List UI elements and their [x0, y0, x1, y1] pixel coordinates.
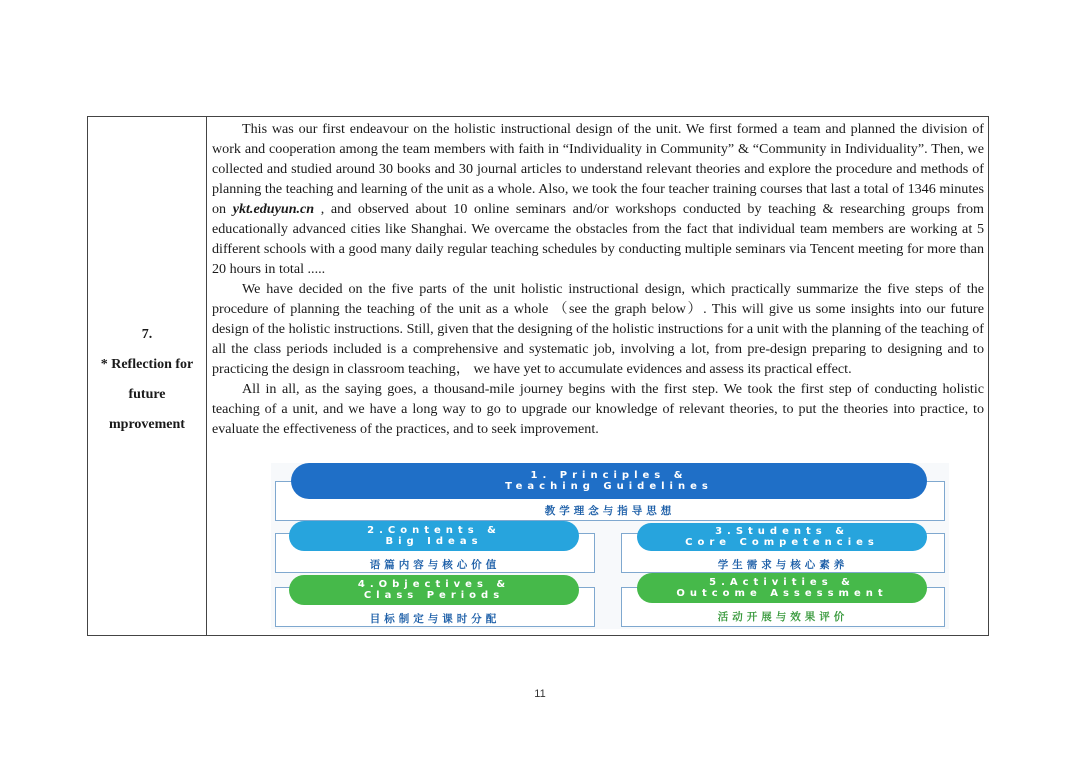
- step-5-title-line-1: 5.Activities &: [709, 577, 855, 588]
- step-1-chinese: 教学理念与指导思想: [544, 505, 676, 517]
- step-3-title-line-1: 3.Students &: [715, 526, 849, 537]
- paragraph-1-part-a: This was our first endeavour on the holistic instructional design of the unit. We first formed a team and planned the division of work and cooperation among the team members with faith in “Individuality in Community” & “Community in Individuality”. Then, we collected and studied around 30 books and 30 journal articles to understand relevant theories and explore the procedure and methods of planning the teaching and learning of the unit as a whole. Also, we took the four teacher training courses that last a total of 1346 minutes on: [212, 121, 984, 217]
- reflection-table: [87, 116, 989, 636]
- step-3-pill: [637, 523, 927, 551]
- step-1-title-line-2: Teaching Guidelines: [505, 481, 713, 492]
- paragraph-2: We have decided on the five parts of the unit holistic instructional design, which practically summarize the five steps of the procedure of planning the teaching of the unit as a whole （see the graph below）. This will give us some insights into our future design of the holistic instructions. Still, given that the designing of the holistic instructions for a unit with the planning of the teaching of all the class periods included is a comprehensive and systematic job, involving a lot, from pre-design preparing to designing and to practicing the design in classroom teaching， we have yet to accumulate evidences and assess its practical effect.: [212, 281, 984, 377]
- website-name: ykt.eduyun.cn: [232, 201, 315, 217]
- step-2-chinese: 语篇内容与核心价值: [369, 559, 501, 571]
- step-4-title-line-2: Class Periods: [363, 590, 505, 601]
- paragraph-1: [212, 119, 984, 279]
- section-content-cell: [207, 117, 988, 635]
- step-5-pill: [637, 573, 927, 603]
- five-step-diagram: [271, 463, 949, 629]
- step-2-pill: [289, 521, 579, 551]
- step-2-title-line-1: 2.Contents &: [367, 525, 501, 536]
- page-number: 11: [534, 688, 546, 700]
- step-2-title-line-2: Big Ideas: [385, 536, 483, 547]
- section-title-line-1: * Reflection for: [100, 357, 194, 372]
- section-number: 7.: [141, 327, 153, 342]
- step-3-title-line-2: Core Competencies: [685, 537, 879, 548]
- step-1-pill: [291, 463, 927, 499]
- step-4-chinese: 目标制定与课时分配: [369, 613, 501, 625]
- section-title-line-3: mprovement: [109, 417, 185, 432]
- step-1-title-line-1: 1. Principles &: [530, 470, 688, 481]
- section-title-line-2: future: [128, 387, 166, 402]
- paragraph-3: All in all, as the saying goes, a thousand-mile journey begins with the first step. We took the first step of conducting holistic teaching of a unit, and we have a long way to go to upgrade our knowledge of relevant theories, to put the theories into practice, to evaluate the effectiveness of the practices, and to seek improvement.: [212, 381, 984, 437]
- step-5-title-line-2: Outcome Assessment: [676, 588, 888, 599]
- step-3-chinese: 学生需求与核心素养: [717, 559, 849, 571]
- section-heading-cell: [88, 117, 207, 635]
- step-4-pill: [289, 575, 579, 605]
- step-4-title-line-1: 4.Objectives &: [357, 579, 511, 590]
- paragraph-1-part-b: , and observed about 10 online seminars and/or workshops conducted by teaching & researching groups from educationally advanced cities like Shanghai. We overcame the obstacles from the fact that individual team members are working at 5 different schools with a good many daily regular teaching schedules by conducting multiple seminars via Tencent meeting for more than 20 hours in total .....: [212, 201, 985, 277]
- step-5-chinese: 活动开展与效果评价: [717, 611, 849, 623]
